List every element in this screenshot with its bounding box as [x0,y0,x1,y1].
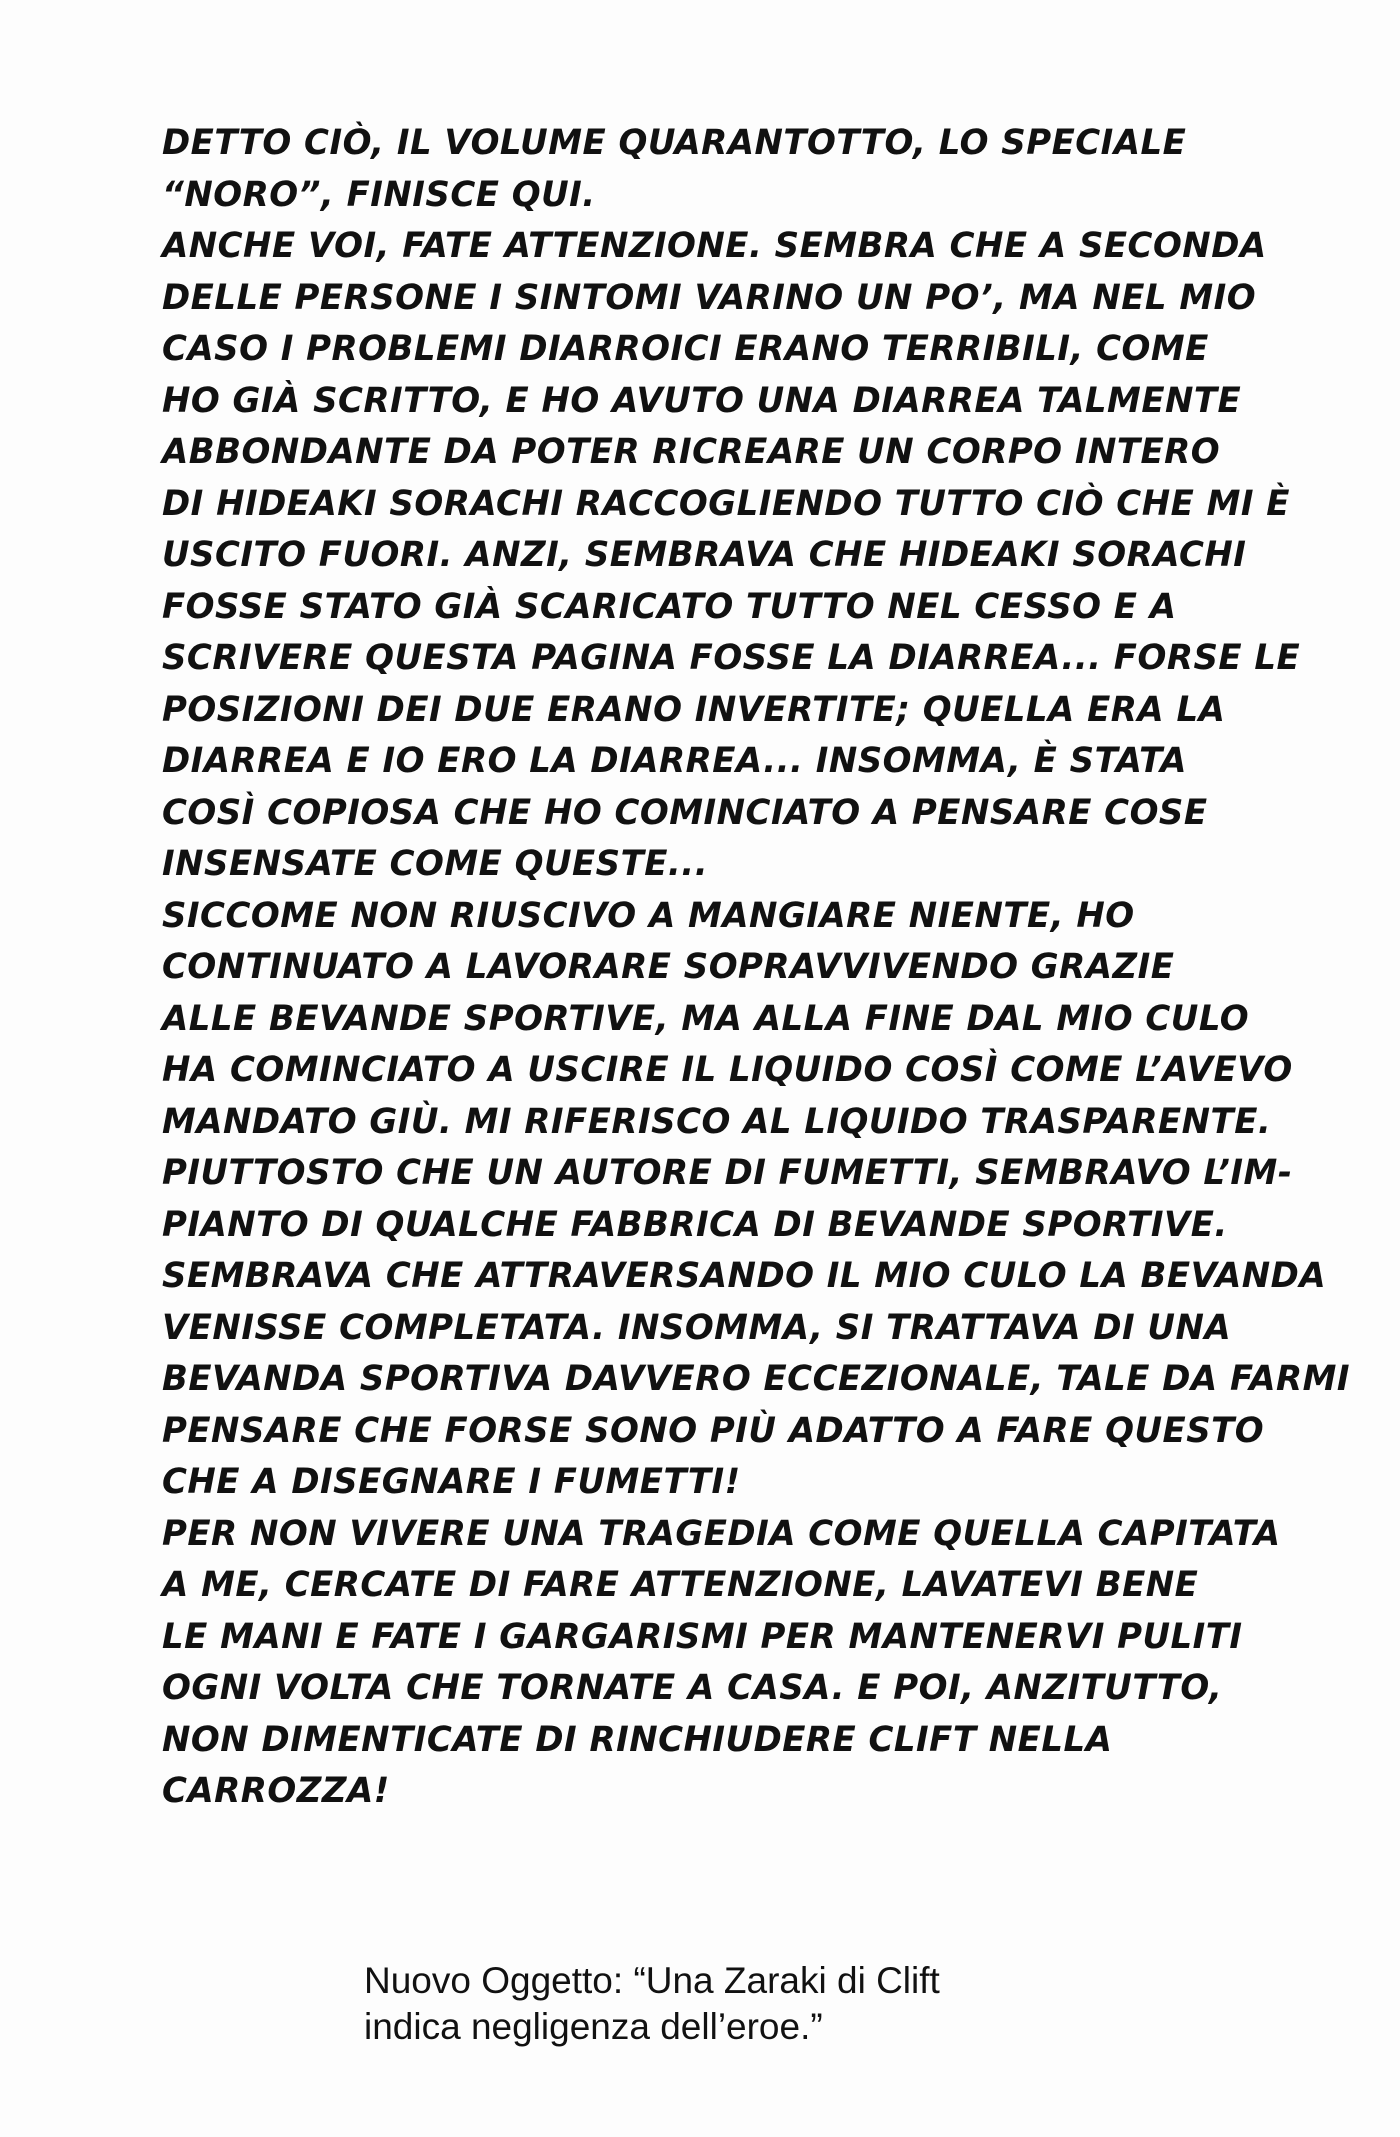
text-line: POSIZIONI DEI DUE ERANO INVERTITE; QUELLA ERA LA [162,689,1226,730]
text-line: HO GIÀ SCRITTO, E HO AVUTO UNA DIARREA TALMENTE [162,380,1242,421]
text-line: USCITO FUORI. ANZI, SEMBRAVA CHE HIDEAKI SORACHI [162,535,1247,575]
new-item-caption [364,1958,1264,2050]
text-line: SEMBRAVA CHE ATTRAVERSANDO IL MIO CULO LA BEVANDA [162,1256,1327,1296]
text-line: COSÌ COPIOSA CHE HO COMINCIATO A PENSARE COSE [162,792,1208,833]
text-line: PIANTO DI QUALCHE FABBRICA DI BEVANDE SPORTIVE. [162,1204,1228,1245]
text-line: CHE A DISEGNARE I FUMETTI! [162,1462,741,1502]
text-line: ALLE BEVANDE SPORTIVE, MA ALLA FINE DAL MIO CULO [162,998,1250,1039]
text-line: CARROZZA! [162,1771,390,1811]
text-line: HA COMINCIATO A USCIRE IL LIQUIDO COSÌ COME L’AVEVO [162,1050,1293,1090]
handwritten-text-block [162,118,1351,1818]
caption-line-2: indica negligenza dell’eroe.” [364,2006,823,2047]
text-line: DIARREA E IO ERO LA DIARREA... INSOMMA, È STATA [162,741,1187,781]
text-line: ANCHE VOI, FATE ATTENZIONE. SEMBRA CHE A SECONDA [162,226,1267,266]
text-line: CASO I PROBLEMI DIARROICI ERANO TERRIBILI, COME [162,329,1209,369]
text-line: “NORO”, FINISCE QUI. [162,174,596,215]
text-line: SCRIVERE QUESTA PAGINA FOSSE LA DIARREA... FORSE LE [162,638,1301,678]
text-line: PIUTTOSTO CHE UN AUTORE DI FUMETTI, SEMBRAVO L’IM- [162,1153,1293,1193]
text-line: LE MANI E FATE I GARGARISMI PER MANTENERVI PULITI [162,1616,1243,1657]
text-line: CONTINUATO A LAVORARE SOPRAVVIVENDO GRAZIE [162,947,1175,987]
text-line: VENISSE COMPLETATA. INSOMMA, SI TRATTAVA DI UNA [162,1307,1232,1348]
text-line: DELLE PERSONE I SINTOMI VARINO UN PO’, MA NEL MIO [162,277,1257,318]
text-line: PENSARE CHE FORSE SONO PIÙ ADATTO A FARE QUESTO [162,1410,1265,1451]
text-line: A ME, CERCATE DI FARE ATTENZIONE, LAVATEVI BENE [162,1565,1199,1605]
text-line: MANDATO GIÙ. MI RIFERISCO AL LIQUIDO TRASPARENTE. [162,1101,1272,1142]
text-line: DI HIDEAKI SORACHI RACCOGLIENDO TUTTO CIÒ CHE MI È [162,483,1290,524]
text-line: INSENSATE COME QUESTE... [162,844,709,884]
text-line: BEVANDA SPORTIVA DAVVERO ECCEZIONALE, TALE DA FARMI [162,1359,1351,1399]
text-line: FOSSE STATO GIÀ SCARICATO TUTTO NEL CESSO E A [162,586,1177,627]
text-line: NON DIMENTICATE DI RINCHIUDERE CLIFT NELLA [162,1719,1113,1760]
text-line: DETTO CIÒ, IL VOLUME QUARANTOTTO, LO SPECIALE [162,123,1187,163]
caption-line-1: Nuovo Oggetto: “Una Zaraki di Clift [364,1960,940,2001]
text-line: ABBONDANTE DA POTER RICREARE UN CORPO INTERO [162,432,1221,472]
text-line: OGNI VOLTA CHE TORNATE A CASA. E POI, ANZITUTTO, [162,1668,1223,1708]
text-line: PER NON VIVERE UNA TRAGEDIA COME QUELLA CAPITATA [162,1513,1281,1554]
text-line: SICCOME NON RIUSCIVO A MANGIARE NIENTE, HO [162,895,1135,936]
